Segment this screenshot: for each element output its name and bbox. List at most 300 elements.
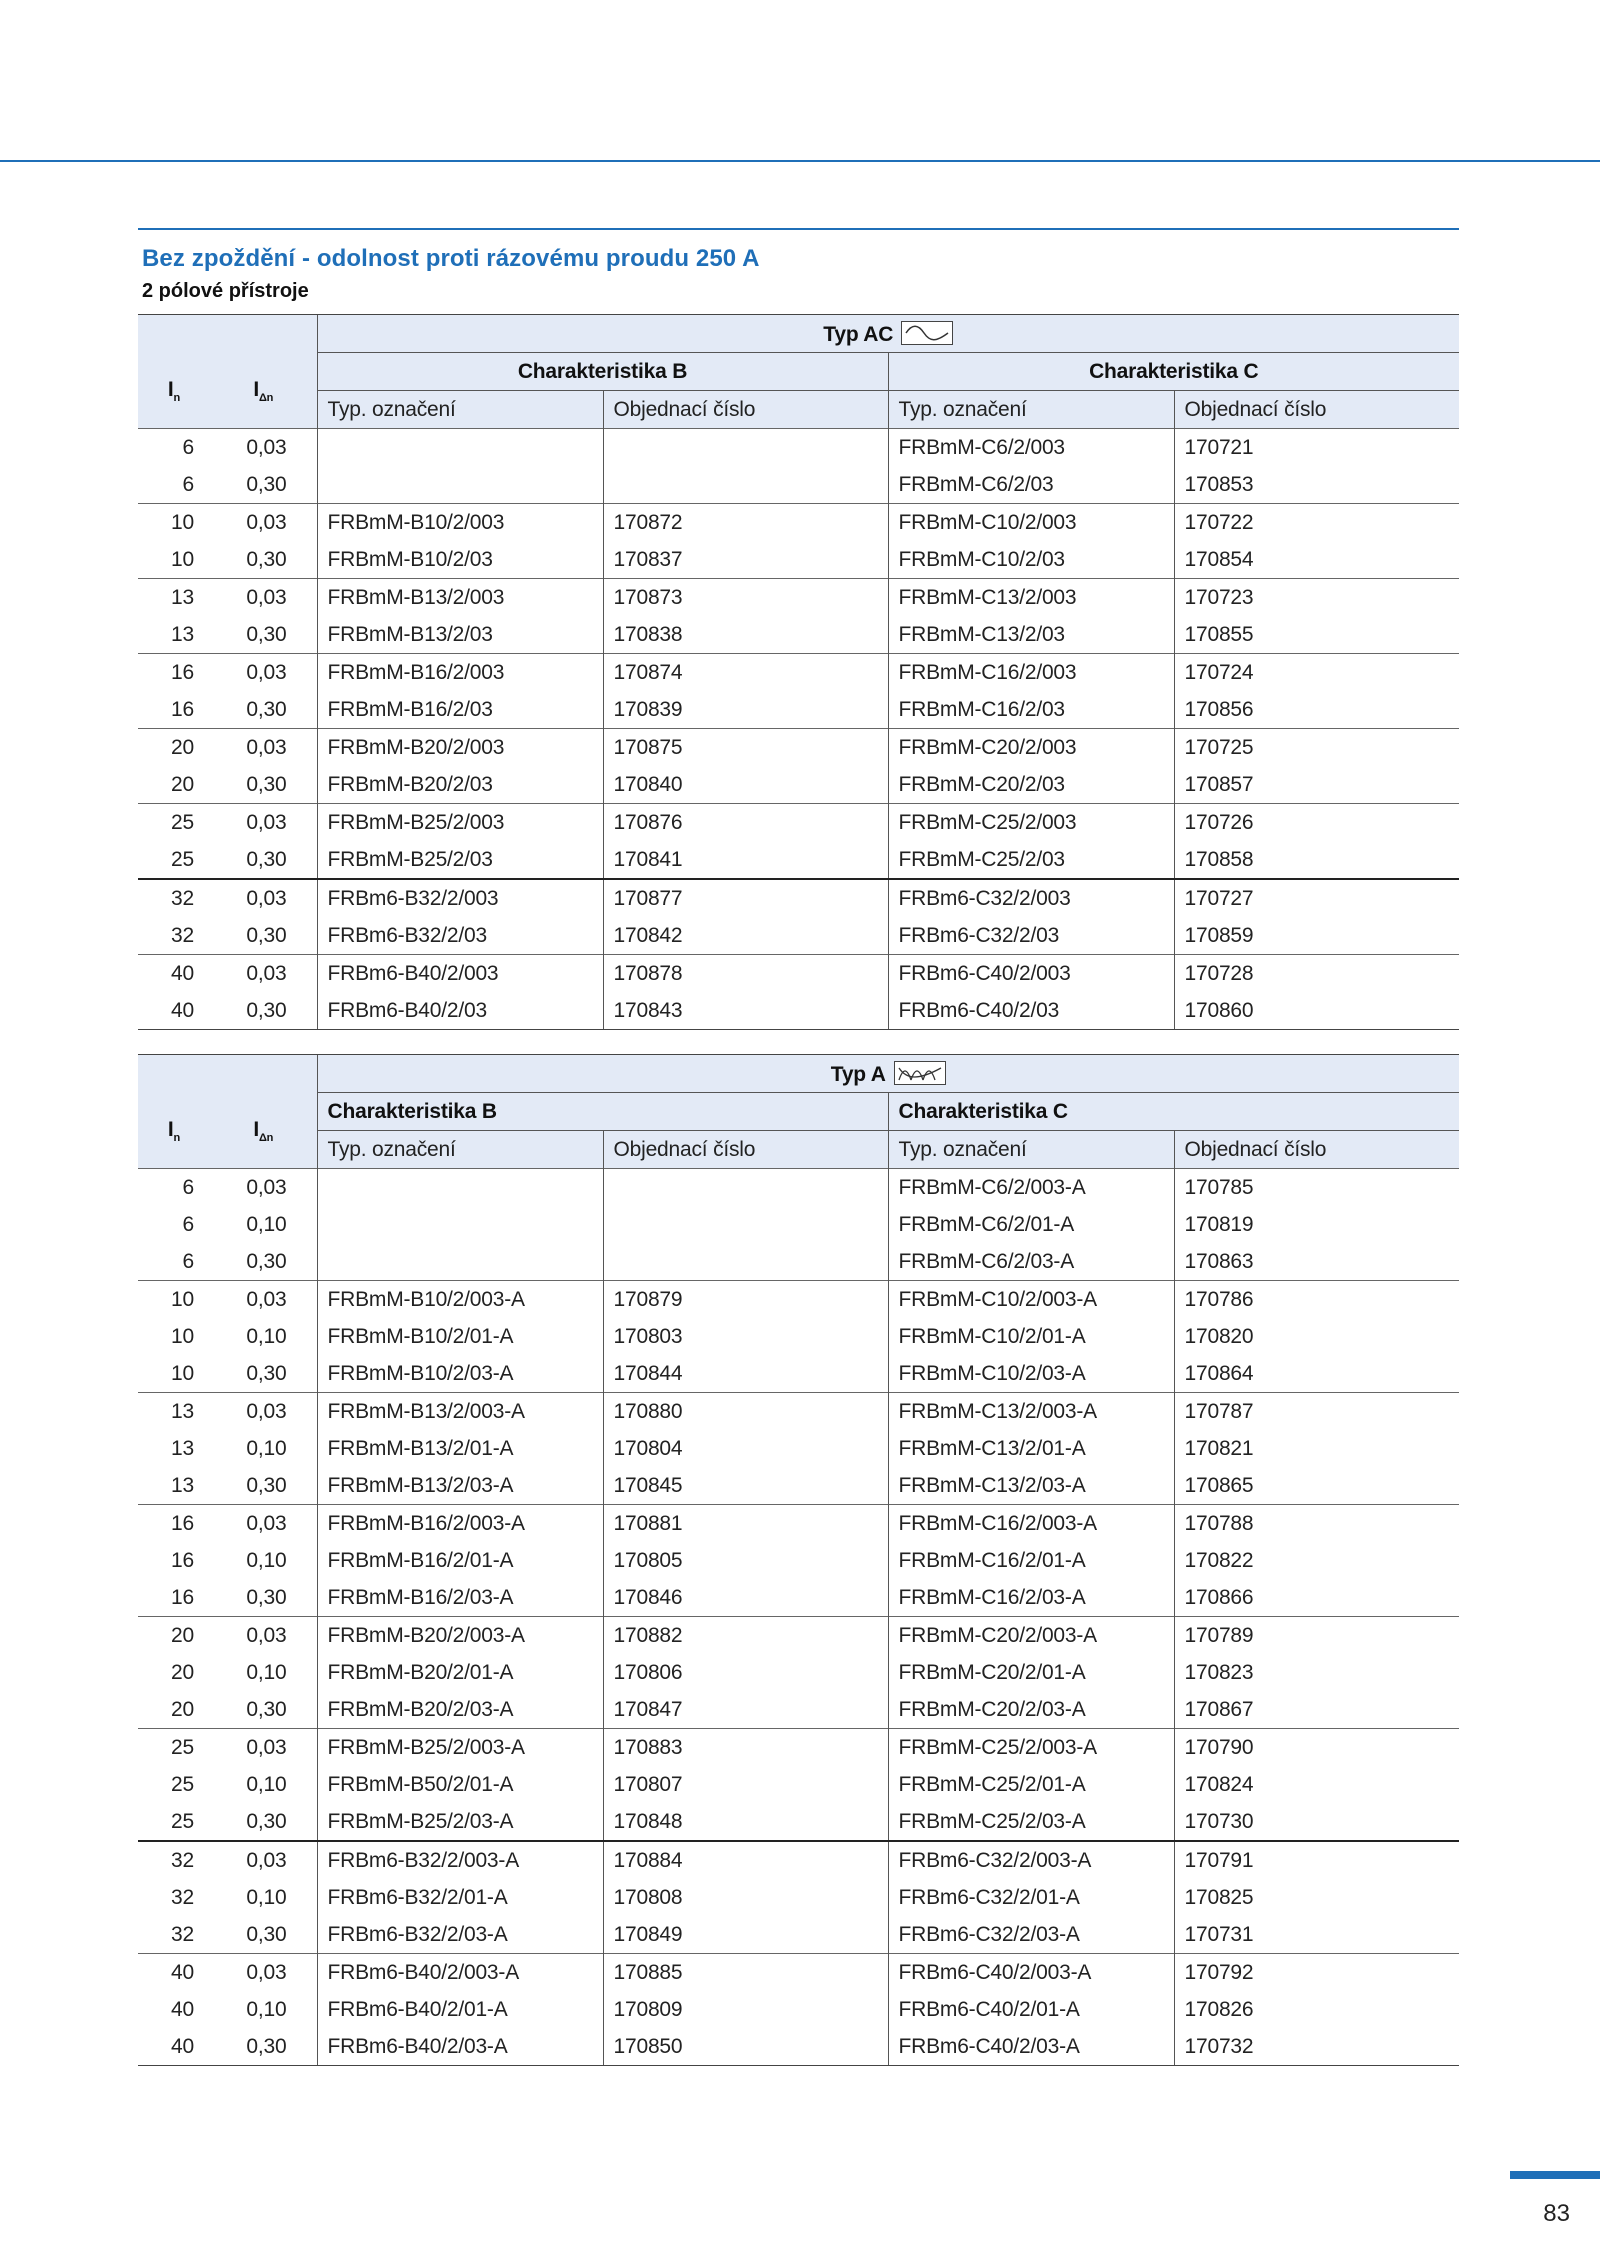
char-c-order-number: 170724 xyxy=(1174,654,1459,692)
char-c-order-number: 170864 xyxy=(1174,1355,1459,1393)
char-b-order-number: 170839 xyxy=(603,691,888,729)
col-header-obj-b: Objednací číslo xyxy=(603,391,888,429)
char-c-type-designation: FRBmM-C10/2/003 xyxy=(888,504,1174,542)
char-b-order-number: 170850 xyxy=(603,2028,888,2066)
table-row xyxy=(138,804,1459,842)
char-b-order-number: 170803 xyxy=(603,1318,888,1355)
section-rule xyxy=(138,228,1459,230)
table-row xyxy=(138,917,1459,955)
char-c-header: Charakteristika C xyxy=(888,353,1459,391)
table-row xyxy=(138,654,1459,692)
char-c-order-number: 170821 xyxy=(1174,1430,1459,1467)
char-c-type-designation: FRBmM-C13/2/03-A xyxy=(888,1467,1174,1505)
char-b-header: Charakteristika B xyxy=(317,353,888,391)
char-c-type-designation: FRBmM-C16/2/003 xyxy=(888,654,1174,692)
table-row xyxy=(138,1542,1459,1579)
char-b-type-designation: FRBmM-B10/2/03-A xyxy=(317,1355,603,1393)
in-header: $I_n$ xyxy=(167,1117,181,1144)
char-b-order-number: 170873 xyxy=(603,579,888,617)
char-c-type-designation: FRBmM-C10/2/03 xyxy=(888,541,1174,579)
residual-current: 0,10 xyxy=(246,1548,287,1572)
residual-current: 0,10 xyxy=(246,1997,287,2021)
char-b-type-designation xyxy=(317,429,603,467)
rated-current: 20 xyxy=(171,1697,194,1721)
rated-current: 25 xyxy=(138,804,210,842)
residual-current: 0,03 xyxy=(210,879,317,917)
residual-current: 0,03 xyxy=(210,1281,317,1319)
char-c-order-number: 170857 xyxy=(1174,766,1459,804)
rated-current: 16 xyxy=(171,1585,194,1609)
residual-current: 0,30 xyxy=(210,2028,317,2066)
rated-current: 16 xyxy=(138,1505,210,1543)
char-b-order-number: 170806 xyxy=(603,1654,888,1691)
char-b-order-number: 170872 xyxy=(603,504,888,542)
table-row xyxy=(138,616,1459,654)
rated-current: 40 xyxy=(138,1954,210,1992)
rated-current: 6 xyxy=(138,1169,210,1207)
char-b-order-number: 170885 xyxy=(603,1954,888,1992)
col-header-obj-c: Objednací číslo xyxy=(1174,1131,1459,1169)
char-c-type-designation: FRBmM-C10/2/003-A xyxy=(888,1281,1174,1319)
char-c-type-designation: FRBmM-C13/2/003 xyxy=(888,579,1174,617)
table-row xyxy=(138,1991,1459,2028)
char-c-order-number: 170820 xyxy=(1174,1318,1459,1355)
char-c-type-designation: FRBm6-C40/2/03 xyxy=(888,992,1174,1030)
char-b-type-designation xyxy=(317,1169,603,1207)
rated-current: 25 xyxy=(171,847,194,871)
col-header-typ-c: Typ. označení xyxy=(888,1131,1174,1169)
table-row xyxy=(138,466,1459,504)
rated-current: 6 xyxy=(182,1249,194,1273)
table-row xyxy=(138,1879,1459,1916)
table-typ-ac xyxy=(138,314,1459,1030)
char-c-type-designation: FRBmM-C16/2/003-A xyxy=(888,1505,1174,1543)
table-row xyxy=(138,1467,1459,1505)
char-b-type-designation xyxy=(317,1243,603,1281)
char-b-order-number: 170881 xyxy=(603,1505,888,1543)
main-content xyxy=(138,228,1459,2066)
char-b-order-number xyxy=(603,466,888,504)
char-c-type-designation: FRBmM-C13/2/03 xyxy=(888,616,1174,654)
char-c-type-designation: FRBm6-C40/2/003-A xyxy=(888,1954,1174,1992)
char-c-order-number: 170865 xyxy=(1174,1467,1459,1505)
char-b-order-number: 170847 xyxy=(603,1691,888,1729)
char-c-type-designation: FRBmM-C13/2/01-A xyxy=(888,1430,1174,1467)
residual-current: 0,03 xyxy=(210,504,317,542)
table-row xyxy=(138,1729,1459,1767)
residual-current: 0,03 xyxy=(210,955,317,993)
char-c-order-number: 170866 xyxy=(1174,1579,1459,1617)
char-c-type-designation: FRBm6-C32/2/003 xyxy=(888,879,1174,917)
residual-current: 0,10 xyxy=(246,1660,287,1684)
char-b-type-designation: FRBmM-B10/2/003-A xyxy=(317,1281,603,1319)
char-c-order-number: 170790 xyxy=(1174,1729,1459,1767)
table-row xyxy=(138,1803,1459,1841)
char-c-type-designation: FRBm6-C32/2/003-A xyxy=(888,1841,1174,1879)
char-c-type-designation: FRBm6-C40/2/03-A xyxy=(888,2028,1174,2066)
residual-current: 0,30 xyxy=(246,1922,287,1946)
char-b-type-designation: FRBmM-B13/2/003 xyxy=(317,579,603,617)
char-c-order-number: 170819 xyxy=(1174,1206,1459,1243)
char-b-type-designation: FRBm6-B40/2/01-A xyxy=(317,1991,603,2028)
char-b-order-number: 170838 xyxy=(603,616,888,654)
table-row xyxy=(138,691,1459,729)
table-row xyxy=(138,1169,1459,1207)
char-b-order-number: 170848 xyxy=(603,1803,888,1841)
char-c-order-number: 170721 xyxy=(1174,429,1459,467)
char-c-type-designation: FRBmM-C16/2/03 xyxy=(888,691,1174,729)
char-b-order-number: 170809 xyxy=(603,1991,888,2028)
char-b-type-designation: FRBm6-B32/2/003 xyxy=(317,879,603,917)
char-b-type-designation: FRBmM-B25/2/003-A xyxy=(317,1729,603,1767)
in-header: $I_n$ xyxy=(167,377,181,404)
char-c-type-designation: FRBmM-C6/2/03-A xyxy=(888,1243,1174,1281)
type-header xyxy=(317,1055,1459,1093)
char-c-order-number: 170822 xyxy=(1174,1542,1459,1579)
char-b-order-number xyxy=(603,429,888,467)
rated-current: 40 xyxy=(138,955,210,993)
rated-current: 20 xyxy=(138,729,210,767)
char-b-order-number: 170879 xyxy=(603,1281,888,1319)
rated-current: 6 xyxy=(182,1212,194,1236)
char-b-type-designation: FRBmM-B25/2/003 xyxy=(317,804,603,842)
char-c-type-designation: FRBmM-C6/2/01-A xyxy=(888,1206,1174,1243)
rated-current: 6 xyxy=(182,472,194,496)
residual-current: 0,03 xyxy=(210,729,317,767)
char-b-order-number: 170841 xyxy=(603,841,888,879)
rated-current: 13 xyxy=(171,1473,194,1497)
char-b-type-designation: FRBmM-B16/2/01-A xyxy=(317,1542,603,1579)
char-c-order-number: 170725 xyxy=(1174,729,1459,767)
rated-current: 20 xyxy=(138,1617,210,1655)
char-c-type-designation: FRBmM-C16/2/01-A xyxy=(888,1542,1174,1579)
table-row xyxy=(138,841,1459,879)
char-c-order-number: 170731 xyxy=(1174,1916,1459,1954)
char-b-type-designation: FRBm6-B40/2/03-A xyxy=(317,2028,603,2066)
char-b-order-number: 170843 xyxy=(603,992,888,1030)
table-row xyxy=(138,1206,1459,1243)
char-b-order-number: 170849 xyxy=(603,1916,888,1954)
char-b-type-designation: FRBmM-B25/2/03 xyxy=(317,841,603,879)
residual-current: 0,10 xyxy=(246,1436,287,1460)
char-b-type-designation: FRBmM-B20/2/003 xyxy=(317,729,603,767)
col-header-typ-b: Typ. označení xyxy=(317,1131,603,1169)
table-row xyxy=(138,879,1459,917)
residual-current: 0,30 xyxy=(246,1697,287,1721)
char-b-type-designation: FRBmM-B10/2/003 xyxy=(317,504,603,542)
section-title: Bez zpoždění - odolnost proti rázovému proudu 250 A xyxy=(142,245,760,272)
rated-current: 32 xyxy=(171,923,194,947)
residual-current: 0,30 xyxy=(246,547,287,571)
rated-current: 10 xyxy=(138,504,210,542)
char-c-order-number: 170730 xyxy=(1174,1803,1459,1841)
char-c-order-number: 170867 xyxy=(1174,1691,1459,1729)
char-b-order-number: 170805 xyxy=(603,1542,888,1579)
page-number-bar xyxy=(1510,2171,1600,2179)
char-b-type-designation: FRBmM-B50/2/01-A xyxy=(317,1766,603,1803)
type-label: Typ A xyxy=(830,1062,886,1086)
rated-current: 16 xyxy=(171,1548,194,1572)
char-b-type-designation: FRBmM-B10/2/03 xyxy=(317,541,603,579)
table-row xyxy=(138,955,1459,993)
rated-current: 13 xyxy=(171,1436,194,1460)
char-c-type-designation: FRBm6-C32/2/03 xyxy=(888,917,1174,955)
char-b-type-designation xyxy=(317,1206,603,1243)
char-c-type-designation: FRBmM-C6/2/003 xyxy=(888,429,1174,467)
char-b-type-designation xyxy=(317,466,603,504)
table-row xyxy=(138,2028,1459,2066)
char-c-order-number: 170722 xyxy=(1174,504,1459,542)
char-c-type-designation: FRBmM-C20/2/003-A xyxy=(888,1617,1174,1655)
a-pulsating-wave-icon xyxy=(894,1061,946,1085)
table-row xyxy=(138,541,1459,579)
char-c-order-number: 170854 xyxy=(1174,541,1459,579)
char-b-order-number xyxy=(603,1243,888,1281)
char-c-type-designation: FRBm6-C40/2/01-A xyxy=(888,1991,1174,2028)
char-b-order-number: 170883 xyxy=(603,1729,888,1767)
char-b-order-number: 170808 xyxy=(603,1879,888,1916)
char-b-type-designation: FRBmM-B13/2/03-A xyxy=(317,1467,603,1505)
residual-current: 0,03 xyxy=(210,1729,317,1767)
rated-current: 32 xyxy=(171,1885,194,1909)
char-c-type-designation: FRBmM-C13/2/003-A xyxy=(888,1393,1174,1431)
residual-current: 0,30 xyxy=(246,1585,287,1609)
char-c-type-designation: FRBmM-C25/2/03-A xyxy=(888,1803,1174,1841)
table-row xyxy=(138,1355,1459,1393)
residual-current: 0,03 xyxy=(210,1169,317,1207)
char-b-header: Charakteristika B xyxy=(317,1093,888,1131)
char-b-order-number: 170877 xyxy=(603,879,888,917)
char-b-type-designation: FRBmM-B10/2/01-A xyxy=(317,1318,603,1355)
char-c-type-designation: FRBmM-C25/2/01-A xyxy=(888,1766,1174,1803)
col-header-typ-b: Typ. označení xyxy=(317,391,603,429)
ac-sine-wave-icon xyxy=(901,321,953,345)
residual-current: 0,30 xyxy=(246,923,287,947)
char-b-order-number: 170840 xyxy=(603,766,888,804)
char-c-order-number: 170823 xyxy=(1174,1654,1459,1691)
table-row xyxy=(138,1393,1459,1431)
char-b-type-designation: FRBmM-B16/2/03-A xyxy=(317,1579,603,1617)
char-c-type-designation: FRBmM-C25/2/003-A xyxy=(888,1729,1174,1767)
char-c-type-designation: FRBmM-C20/2/003 xyxy=(888,729,1174,767)
char-b-type-designation: FRBmM-B20/2/01-A xyxy=(317,1654,603,1691)
char-b-type-designation: FRBm6-B40/2/003-A xyxy=(317,1954,603,1992)
table-row xyxy=(138,1281,1459,1319)
type-label: Typ AC xyxy=(823,322,894,346)
char-c-order-number: 170785 xyxy=(1174,1169,1459,1207)
char-c-order-number: 170860 xyxy=(1174,992,1459,1030)
residual-current: 0,03 xyxy=(210,804,317,842)
residual-current: 0,30 xyxy=(246,1361,287,1385)
char-c-order-number: 170824 xyxy=(1174,1766,1459,1803)
char-b-order-number: 170880 xyxy=(603,1393,888,1431)
rated-current: 10 xyxy=(138,1281,210,1319)
char-b-type-designation: FRBm6-B40/2/003 xyxy=(317,955,603,993)
rated-current: 16 xyxy=(171,697,194,721)
char-c-order-number: 170826 xyxy=(1174,1991,1459,2028)
char-b-type-designation: FRBmM-B20/2/003-A xyxy=(317,1617,603,1655)
col-header-typ-c: Typ. označení xyxy=(888,391,1174,429)
char-b-type-designation: FRBmM-B16/2/003-A xyxy=(317,1505,603,1543)
col-header-obj-c: Objednací číslo xyxy=(1174,391,1459,429)
residual-current: 0,03 xyxy=(210,654,317,692)
char-b-type-designation: FRBmM-B25/2/03-A xyxy=(317,1803,603,1841)
char-c-order-number: 170791 xyxy=(1174,1841,1459,1879)
char-c-order-number: 170727 xyxy=(1174,879,1459,917)
char-b-type-designation: FRBmM-B20/2/03 xyxy=(317,766,603,804)
residual-current: 0,30 xyxy=(246,697,287,721)
residual-current: 0,30 xyxy=(246,472,287,496)
table-row xyxy=(138,766,1459,804)
char-c-order-number: 170863 xyxy=(1174,1243,1459,1281)
residual-current: 0,30 xyxy=(246,1473,287,1497)
char-b-type-designation: FRBm6-B32/2/03 xyxy=(317,917,603,955)
rated-current: 25 xyxy=(171,1809,194,1833)
table-body xyxy=(138,429,1459,1030)
rated-current: 25 xyxy=(138,1729,210,1767)
idn-header: $I_{\Delta n}$ xyxy=(253,377,274,404)
table-row xyxy=(138,1841,1459,1879)
rated-current: 10 xyxy=(171,1324,194,1348)
char-b-order-number: 170842 xyxy=(603,917,888,955)
table-row xyxy=(138,992,1459,1030)
rated-current: 13 xyxy=(138,1393,210,1431)
char-b-type-designation: FRBmM-B13/2/03 xyxy=(317,616,603,654)
rated-current: 32 xyxy=(171,1922,194,1946)
table-row xyxy=(138,1916,1459,1954)
residual-current: 0,03 xyxy=(210,1617,317,1655)
char-b-order-number xyxy=(603,1169,888,1207)
char-b-type-designation: FRBm6-B32/2/01-A xyxy=(317,1879,603,1916)
char-c-type-designation: FRBmM-C25/2/003 xyxy=(888,804,1174,842)
char-c-type-designation: FRBmM-C10/2/03-A xyxy=(888,1355,1174,1393)
char-b-order-number: 170882 xyxy=(603,1617,888,1655)
char-c-order-number: 170855 xyxy=(1174,616,1459,654)
residual-current: 0,03 xyxy=(210,1393,317,1431)
table-row xyxy=(138,1579,1459,1617)
type-header xyxy=(317,315,1459,353)
char-c-order-number: 170787 xyxy=(1174,1393,1459,1431)
residual-current: 0,30 xyxy=(246,772,287,796)
char-b-type-designation: FRBmM-B16/2/03 xyxy=(317,691,603,729)
residual-current: 0,10 xyxy=(246,1772,287,1796)
rated-current: 10 xyxy=(171,1361,194,1385)
char-c-order-number: 170728 xyxy=(1174,955,1459,993)
table-body xyxy=(138,1169,1459,2066)
char-b-order-number: 170884 xyxy=(603,1841,888,1879)
table-row xyxy=(138,1243,1459,1281)
rated-current: 25 xyxy=(171,1772,194,1796)
section-subtitle: 2 pólové přístroje xyxy=(142,280,309,302)
table-row xyxy=(138,1617,1459,1655)
char-c-type-designation: FRBmM-C25/2/03 xyxy=(888,841,1174,879)
char-c-type-designation: FRBm6-C32/2/01-A xyxy=(888,1879,1174,1916)
residual-current: 0,03 xyxy=(210,1954,317,1992)
rated-current: 32 xyxy=(138,879,210,917)
residual-current: 0,03 xyxy=(210,1505,317,1543)
table-row xyxy=(138,1318,1459,1355)
char-c-order-number: 170856 xyxy=(1174,691,1459,729)
char-c-order-number: 170858 xyxy=(1174,841,1459,879)
table-row xyxy=(138,1766,1459,1803)
rated-current: 13 xyxy=(171,622,194,646)
residual-current: 0,30 xyxy=(246,1249,287,1273)
table-row xyxy=(138,579,1459,617)
char-c-order-number: 170853 xyxy=(1174,466,1459,504)
residual-current: 0,03 xyxy=(210,579,317,617)
rated-current: 20 xyxy=(171,772,194,796)
char-c-type-designation: FRBmM-C16/2/03-A xyxy=(888,1579,1174,1617)
residual-current: 0,10 xyxy=(246,1212,287,1236)
table-row xyxy=(138,1654,1459,1691)
char-c-type-designation: FRBmM-C20/2/01-A xyxy=(888,1654,1174,1691)
char-b-order-number: 170846 xyxy=(603,1579,888,1617)
table-row xyxy=(138,1505,1459,1543)
residual-current: 0,30 xyxy=(246,847,287,871)
top-blue-rule xyxy=(0,160,1600,162)
char-c-type-designation: FRBmM-C6/2/03 xyxy=(888,466,1174,504)
char-b-order-number: 170807 xyxy=(603,1766,888,1803)
char-b-order-number: 170878 xyxy=(603,955,888,993)
residual-current: 0,30 xyxy=(246,622,287,646)
char-c-type-designation: FRBmM-C10/2/01-A xyxy=(888,1318,1174,1355)
page-number: 83 xyxy=(1543,2200,1570,2227)
char-c-order-number: 170789 xyxy=(1174,1617,1459,1655)
residual-current: 0,03 xyxy=(210,1841,317,1879)
table-row xyxy=(138,504,1459,542)
char-b-order-number xyxy=(603,1206,888,1243)
rated-current: 6 xyxy=(138,429,210,467)
char-b-type-designation: FRBm6-B32/2/003-A xyxy=(317,1841,603,1879)
char-c-order-number: 170792 xyxy=(1174,1954,1459,1992)
table-row xyxy=(138,1691,1459,1729)
char-b-order-number: 170845 xyxy=(603,1467,888,1505)
char-b-type-designation: FRBmM-B13/2/003-A xyxy=(317,1393,603,1431)
table-row xyxy=(138,1430,1459,1467)
char-c-header: Charakteristika C xyxy=(888,1093,1459,1131)
char-c-type-designation: FRBmM-C20/2/03 xyxy=(888,766,1174,804)
char-c-order-number: 170723 xyxy=(1174,579,1459,617)
rated-current: 20 xyxy=(171,1660,194,1684)
rated-current: 16 xyxy=(138,654,210,692)
char-c-order-number: 170825 xyxy=(1174,1879,1459,1916)
rated-current: 40 xyxy=(138,2028,210,2066)
char-b-type-designation: FRBm6-B40/2/03 xyxy=(317,992,603,1030)
rated-current: 32 xyxy=(138,1841,210,1879)
char-c-order-number: 170732 xyxy=(1174,2028,1459,2066)
residual-current: 0,30 xyxy=(246,1809,287,1833)
char-c-type-designation: FRBm6-C32/2/03-A xyxy=(888,1916,1174,1954)
char-b-order-number: 170874 xyxy=(603,654,888,692)
char-c-order-number: 170726 xyxy=(1174,804,1459,842)
char-b-order-number: 170876 xyxy=(603,804,888,842)
char-b-order-number: 170844 xyxy=(603,1355,888,1393)
char-b-order-number: 170837 xyxy=(603,541,888,579)
char-b-order-number: 170875 xyxy=(603,729,888,767)
char-c-order-number: 170786 xyxy=(1174,1281,1459,1319)
idn-header: $I_{\Delta n}$ xyxy=(253,1117,274,1144)
rated-current: 13 xyxy=(138,579,210,617)
char-c-type-designation: FRBmM-C6/2/003-A xyxy=(888,1169,1174,1207)
residual-current: 0,10 xyxy=(246,1324,287,1348)
table-row xyxy=(138,429,1459,467)
col-header-obj-b: Objednací číslo xyxy=(603,1131,888,1169)
table-row xyxy=(138,729,1459,767)
char-c-order-number: 170788 xyxy=(1174,1505,1459,1543)
residual-current: 0,03 xyxy=(210,429,317,467)
residual-current: 0,30 xyxy=(210,992,317,1030)
rated-current: 40 xyxy=(171,1997,194,2021)
